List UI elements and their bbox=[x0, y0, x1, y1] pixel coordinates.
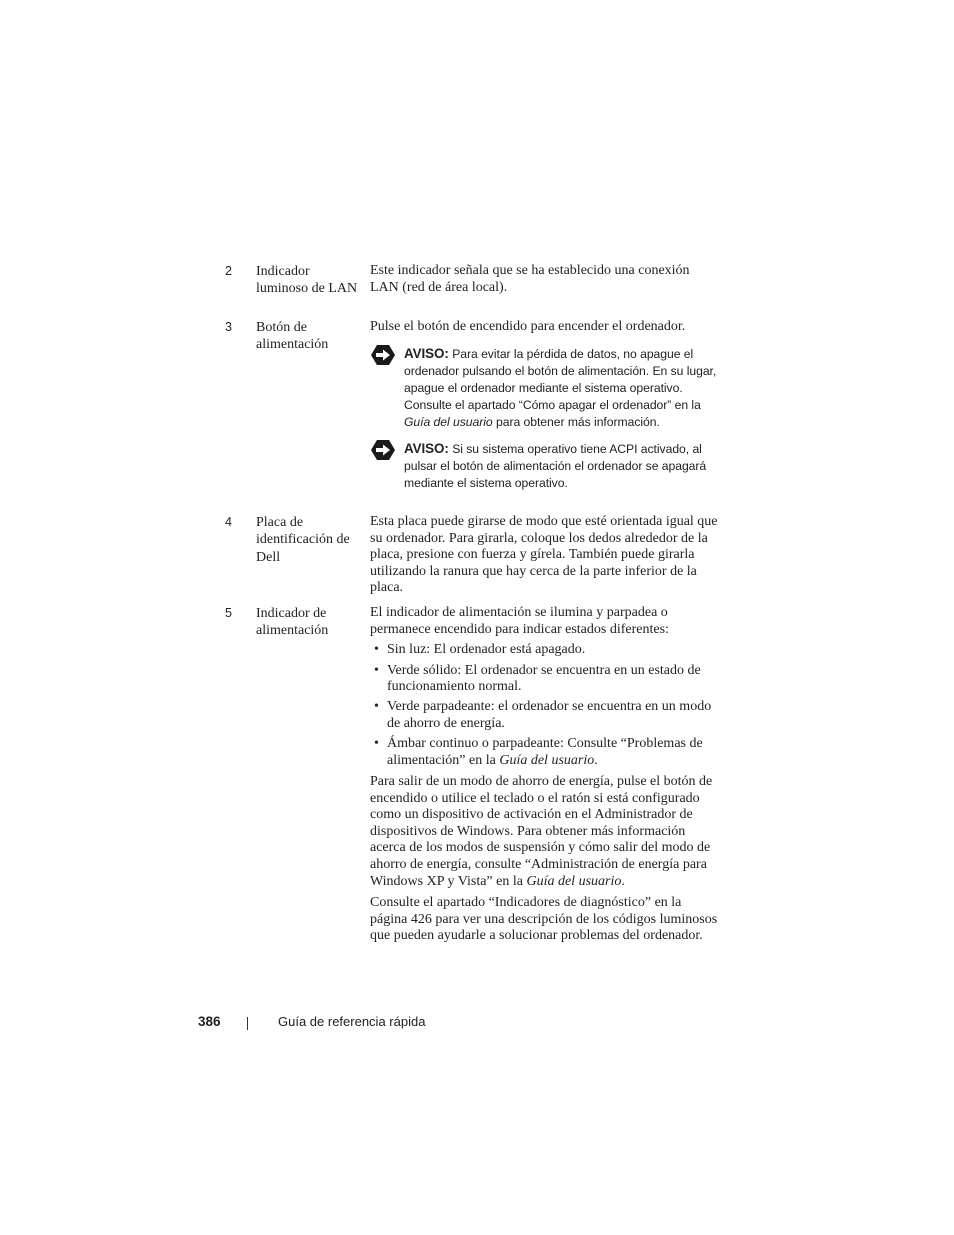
notice-arrow-icon bbox=[371, 345, 395, 365]
row-number: 5 bbox=[225, 606, 232, 620]
list-item-italic: Guía del usuario bbox=[499, 752, 595, 768]
row-term: Botón de alimentación bbox=[256, 320, 329, 353]
row-description bbox=[370, 514, 718, 601]
notice-label: AVISO: bbox=[404, 440, 449, 456]
row-description bbox=[370, 319, 718, 492]
list-item-text: Ámbar continuo o parpadeante: Consulte “Problemas de alimentación” en la bbox=[387, 736, 703, 768]
row-description bbox=[370, 605, 718, 949]
row-term: Placa de identificación de Dell bbox=[256, 515, 350, 565]
description-text: Este indicador señala que se ha establecido una conexión LAN (red de área local). bbox=[370, 263, 690, 295]
status-list bbox=[370, 642, 718, 769]
description-text: El indicador de alimentación se ilumina y parpadea o permanece encendido para indicar estados diferentes: bbox=[370, 605, 669, 637]
description-text: Pulse el botón de encendido para encender el ordenador. bbox=[370, 319, 686, 334]
list-item-end: . bbox=[594, 752, 598, 768]
notice-text-end: para obtener más información. bbox=[495, 415, 660, 430]
notice-box bbox=[370, 345, 718, 432]
paragraph-text: Para salir de un modo de ahorro de energía, pulse el botón de encendido o utilice el teclado o el ratón si está configurado como un dispositivo de activación en el Administrador de dispositivos de Windows. Para obtener más información acerca de los modos de suspensión y cómo salir del modo de ahorro de energía, consulte “Administración de energía para Windows XP y Vista” en la bbox=[370, 774, 713, 889]
row-term: Indicador de alimentación bbox=[256, 606, 329, 639]
row-number: 2 bbox=[225, 264, 232, 278]
row-number: 4 bbox=[225, 515, 232, 529]
row-number: 3 bbox=[225, 320, 232, 334]
page-number: 386 bbox=[198, 1014, 221, 1029]
list-item: • Verde parpadeante: el ordenador se encuentra en un modo de ahorro de energía. bbox=[370, 699, 718, 732]
description-paragraph: Consulte el apartado “Indicadores de diagnóstico” en la página 426 para ver una descripción de los códigos luminosos que pueden ayudarle a solucionar problemas del ordenador. bbox=[370, 895, 718, 944]
row-term: Indicador luminoso de LAN bbox=[256, 264, 358, 297]
list-item bbox=[370, 736, 718, 769]
notice-label: AVISO: bbox=[404, 345, 449, 361]
description-text: Esta placa puede girarse de modo que esté orientada igual que su ordenador. Para girarla, coloque los dedos alrededor de la placa, presione con fuerza y gírela. También puede girarla utilizando la ranura que hay cerca de la parte inferior de la placa. bbox=[370, 514, 718, 596]
footer-separator bbox=[247, 1017, 248, 1030]
paragraph-italic: Guía del usuario bbox=[526, 873, 622, 889]
list-item: • Verde sólido: El ordenador se encuentra en un estado de funcionamiento normal. bbox=[370, 663, 718, 696]
notice-box bbox=[370, 440, 718, 493]
notice-text: Si su sistema operativo tiene ACPI activado, al pulsar el botón de alimentación el ordenador se apagará mediante el sistema operativo. bbox=[404, 441, 707, 491]
description-paragraph bbox=[370, 774, 718, 890]
notice-text: Para evitar la pérdida de datos, no apague el ordenador pulsando el botón de alimentación. En su lugar, apague el ordenador mediante el sistema operativo. Consulte el apartado “Cómo apagar el ordenador” en la bbox=[404, 346, 717, 413]
list-item: • Sin luz: El ordenador está apagado. bbox=[370, 642, 718, 658]
notice-italic: Guía del usuario bbox=[404, 415, 493, 430]
notice-arrow-icon bbox=[371, 440, 395, 460]
page-footer bbox=[0, 1014, 954, 1034]
footer-title: Guía de referencia rápida bbox=[278, 1014, 426, 1029]
row-description bbox=[370, 263, 718, 300]
paragraph-end: . bbox=[621, 873, 625, 889]
